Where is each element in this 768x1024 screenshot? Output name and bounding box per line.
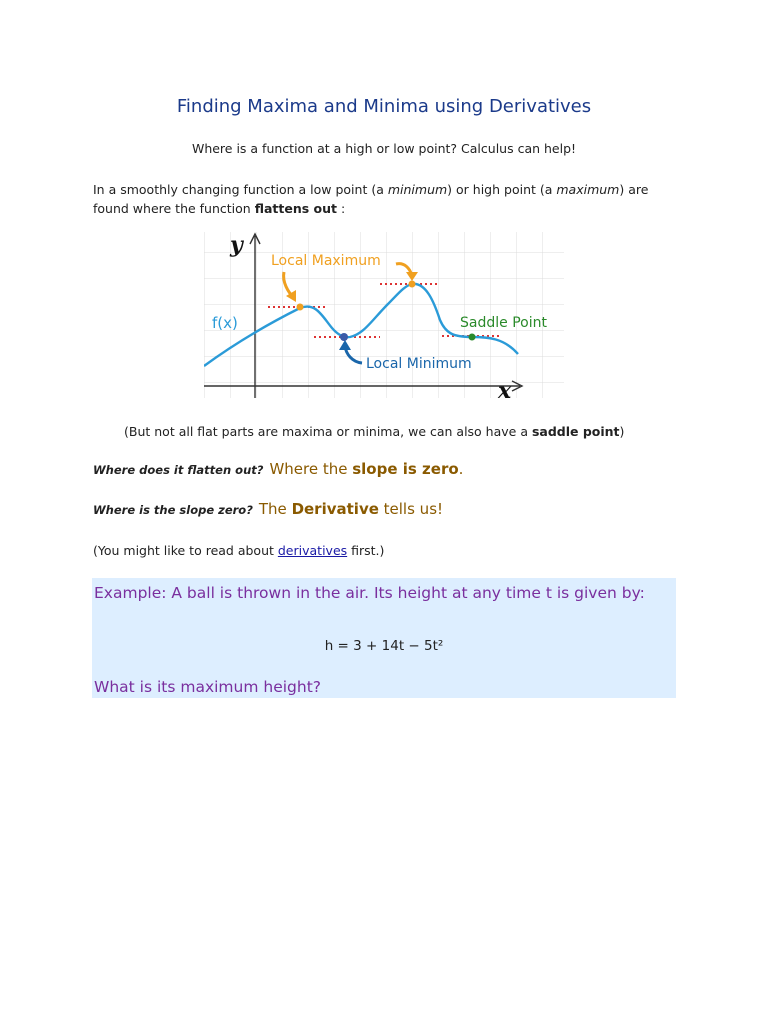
y-axis-label: y <box>230 232 243 258</box>
saddle-note <box>124 424 624 439</box>
saddle-point-term: saddle point <box>531 424 620 439</box>
flattens-out-term: flattens out <box>254 201 337 216</box>
example-intro: Example: A ball is thrown in the air. Its height at any time t is given by: <box>94 584 645 602</box>
example-question: What is its maximum height? <box>94 678 322 696</box>
answer-slope-post: tells us! <box>378 500 444 518</box>
qa-flatten <box>93 460 463 478</box>
local-minimum-label: Local Minimum <box>366 356 472 372</box>
note-text: (But not all flat parts are maxima or minima, we can also have a <box>124 424 532 439</box>
question-slope-zero: Where is the slope zero? <box>93 503 253 517</box>
intro-text-4: : <box>337 201 346 216</box>
derivative-term: Derivative <box>291 500 379 518</box>
local-min-point <box>340 333 348 341</box>
read-note-post: first.) <box>347 543 385 558</box>
answer-flatten-pre: Where the <box>269 460 353 478</box>
qa-slope-zero <box>93 500 443 518</box>
local-max-point <box>297 304 304 311</box>
saddle-point-label: Saddle Point <box>460 315 547 331</box>
page-title: Finding Maxima and Minima using Derivatives <box>176 96 592 117</box>
note-close: ) <box>619 424 625 439</box>
example-formula: h = 3 + 14t − 5t² <box>324 638 444 654</box>
read-note-pre: (You might like to read about <box>93 543 278 558</box>
local-maximum-label: Local Maximum <box>271 253 381 269</box>
maximum-term: maximum <box>556 182 620 197</box>
answer-slope-pre: The <box>258 500 292 518</box>
answer-slope-zero <box>259 500 443 518</box>
question-flatten: Where does it flatten out? <box>93 463 264 477</box>
derivatives-link[interactable]: derivatives <box>277 543 348 558</box>
read-derivatives-note <box>93 543 384 558</box>
x-axis-label: x <box>498 378 512 404</box>
local-max2-point <box>409 281 416 288</box>
fx-label: f(x) <box>212 314 238 332</box>
page-subtitle: Where is a function at a high or low point? Calculus can help! <box>191 141 577 156</box>
maxima-minima-graph <box>204 226 566 404</box>
saddle-point-marker <box>469 334 476 341</box>
minimum-term: minimum <box>387 182 448 197</box>
intro-text-1: In a smoothly changing function a low point (a <box>93 182 388 197</box>
example-box <box>92 578 676 698</box>
slope-is-zero-term: slope is zero <box>352 460 459 478</box>
intro-text-3: ) are found where the function <box>93 182 649 216</box>
intro-paragraph <box>93 180 683 218</box>
answer-flatten <box>269 460 463 478</box>
answer-flatten-post: . <box>458 460 464 478</box>
intro-text-2: ) or high point (a <box>447 182 557 197</box>
